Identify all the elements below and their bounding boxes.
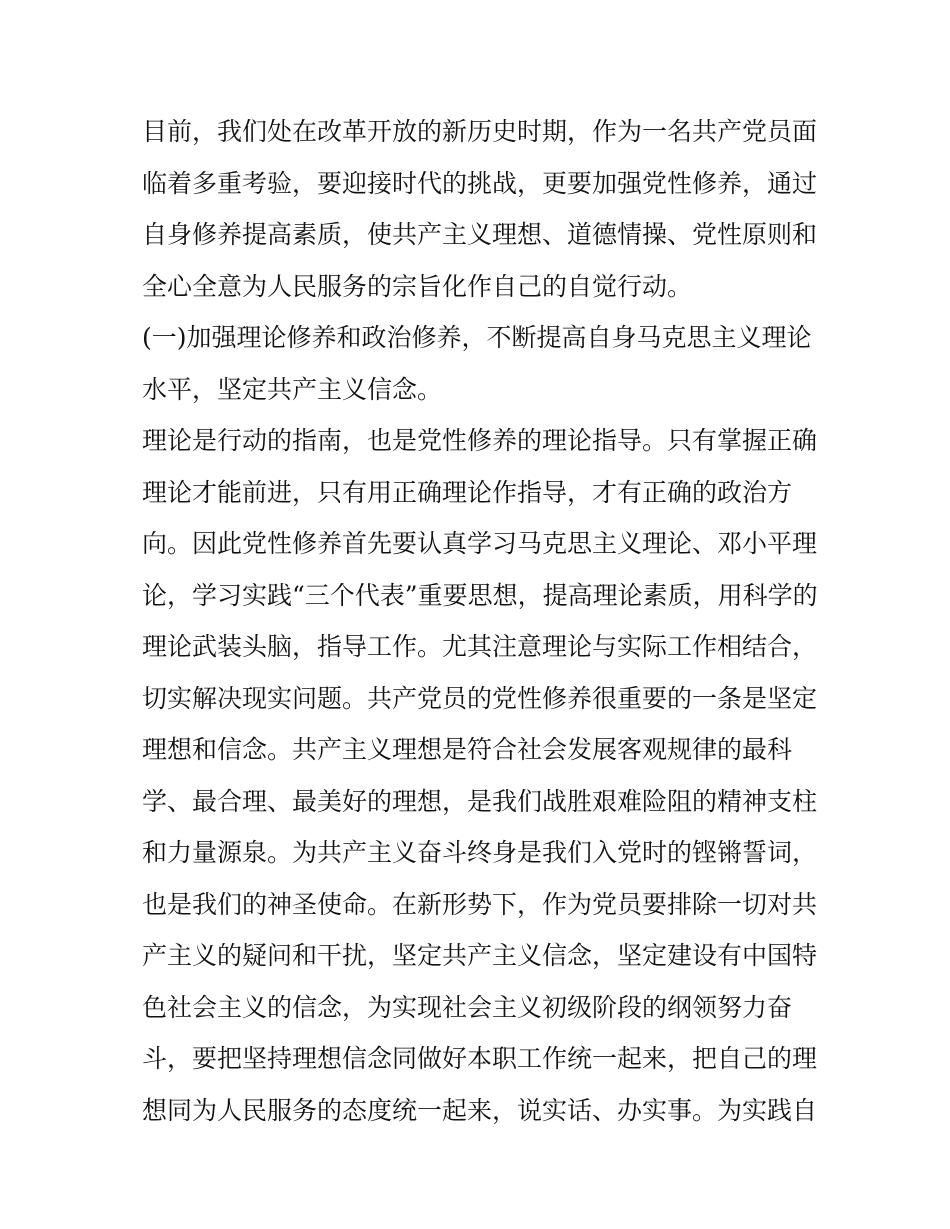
text-line: 理论武装头脑，指导工作。尤其注意理论与实际工作相结合， bbox=[142, 632, 818, 661]
text-line: 色社会主义的信念，为实现社会主义初级阶段的纲领努力奋 bbox=[142, 992, 793, 1022]
text-line: 想同为人民服务的态度统一起来，说实话、办实事。为实践自 bbox=[142, 1095, 818, 1125]
text-line: 切实解决现实问题。共产党员的党性修养很重要的一条是坚定 bbox=[142, 683, 818, 713]
text-line: 理论是行动的指南，也是党性修养的理论指导。只有掌握正确 bbox=[142, 426, 818, 455]
section-heading-line: 水平，坚定共产主义信念。 bbox=[142, 374, 443, 404]
text-line: 理想和信念。共产主义理想是符合社会发展客观规律的最科 bbox=[142, 735, 793, 764]
text-line: 理论才能前进，只有用正确理论作指导，才有正确的政治方 bbox=[142, 477, 793, 507]
text-line: 目前，我们处在改革开放的新历史时期，作为一名共产党员面 bbox=[142, 117, 818, 146]
text-line: 产主义的疑问和干扰，坚定共产主义信念，坚定建设有中国特 bbox=[142, 941, 818, 970]
text-line: 和力量源泉。为共产主义奋斗终身是我们入党时的铿锵誓词， bbox=[142, 838, 818, 867]
section-heading-line: (一)加强理论修养和政治修养，不断提高自身马克思主义理论 bbox=[142, 323, 812, 352]
text-line: 全心全意为人民服务的宗旨化作自己的自觉行动。 bbox=[142, 271, 693, 301]
body-text bbox=[142, 106, 822, 1136]
text-line: 向。因此党性修养首先要认真学习马克思主义理论、邓小平理 bbox=[142, 529, 818, 558]
text-line: 论，学习实践“三个代表”重要思想，提高理论素质，用科学的 bbox=[142, 580, 818, 610]
text-line: 自身修养提高素质，使共产主义理想、道德情操、党性原则和 bbox=[142, 220, 818, 249]
text-line: 也是我们的神圣使命。在新形势下，作为党员要排除一切对共 bbox=[142, 889, 818, 919]
text-line: 学、最合理、最美好的理想，是我们战胜艰难险阻的精神支柱 bbox=[142, 786, 818, 816]
text-line: 斗，要把坚持理想信念同做好本职工作统一起来，把自己的理 bbox=[142, 1044, 818, 1073]
text-line: 临着多重考验，要迎接时代的挑战，更要加强党性修养，通过 bbox=[142, 168, 818, 198]
